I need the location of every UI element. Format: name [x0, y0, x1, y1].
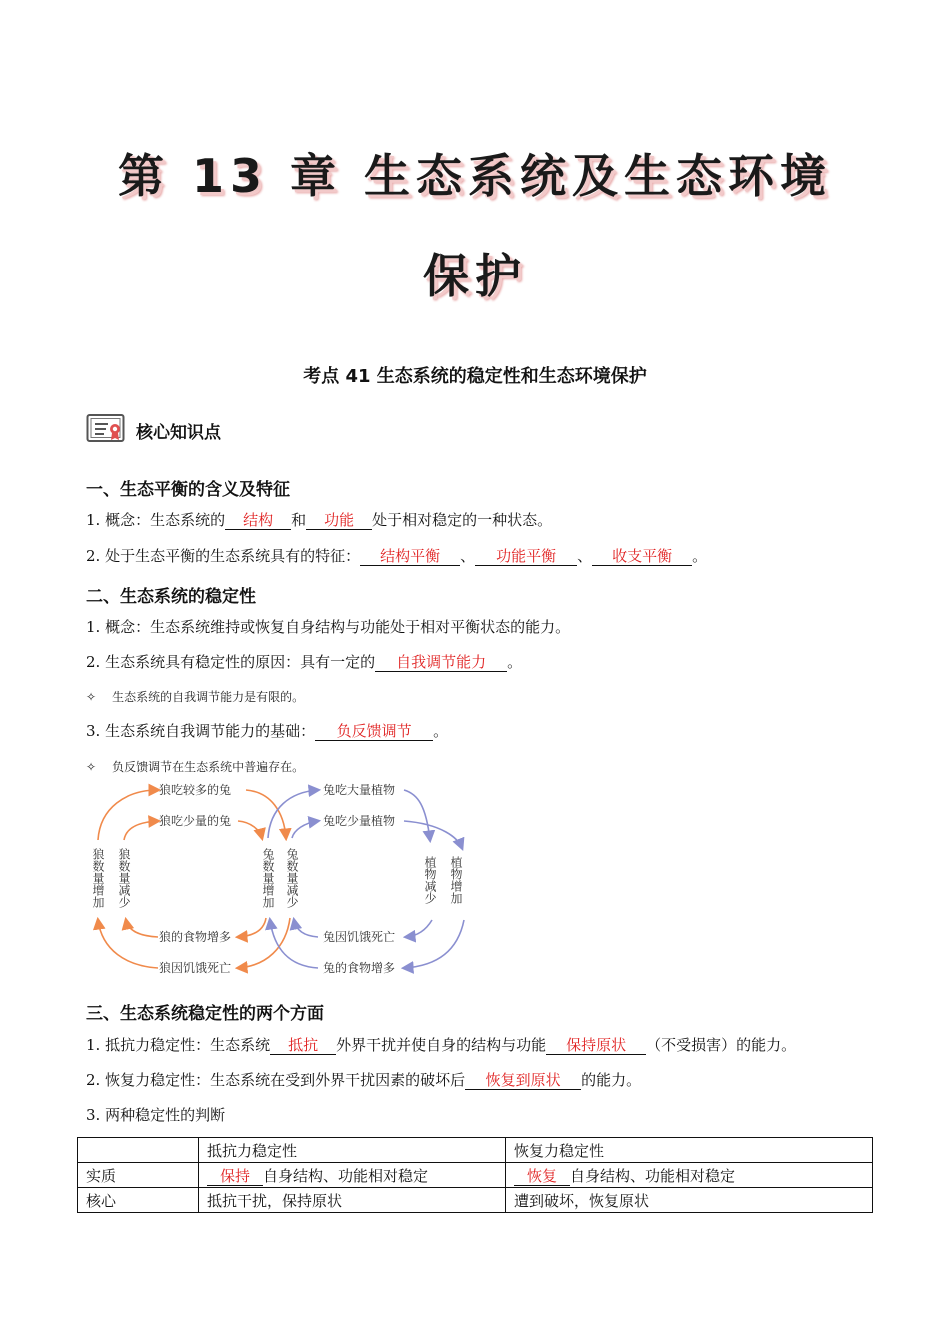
part3-line1: [86, 1034, 796, 1055]
table-cell: [506, 1163, 873, 1188]
table-cell: [199, 1163, 506, 1188]
answer-blank: 自我调节能力: [375, 653, 507, 672]
chapter-title-line2: 保护: [423, 249, 527, 303]
answer-blank: 恢复到原状: [465, 1071, 581, 1090]
diagram-label: 狼因饥饿死亡: [159, 961, 232, 975]
part2-note2: [86, 758, 304, 775]
part3-line3: 3. 两种稳定性的判断: [86, 1106, 226, 1124]
diagram-label: 植物减少: [423, 856, 437, 904]
table-row: [78, 1188, 873, 1213]
text: 。: [433, 722, 449, 740]
text: 。: [692, 547, 708, 565]
text: 2. 处于生态平衡的生态系统具有的特征：: [86, 547, 361, 565]
diagram-label: 狼吃少量的兔: [159, 814, 232, 828]
answer-blank: 功能: [306, 511, 372, 530]
text: （不受损害）的能力。: [646, 1036, 797, 1054]
text: 和: [291, 511, 307, 529]
diagram-label: 兔的食物增多: [323, 961, 396, 975]
section-title: 考点 41 生态系统的稳定性和生态环境保护: [303, 366, 647, 387]
diagram-label: 兔数量增加: [261, 848, 275, 908]
text: 、: [577, 547, 593, 565]
diagram-label: 植物增加: [449, 856, 463, 904]
text: 、: [460, 547, 476, 565]
text: 的能力。: [581, 1071, 642, 1089]
table-header-row: [78, 1138, 873, 1163]
part2-heading: 二、生态系统的稳定性: [86, 587, 256, 607]
diagram-label: 狼数量减少: [117, 848, 131, 908]
text: 。: [507, 653, 523, 671]
answer-blank: 负反馈调节: [315, 722, 433, 741]
negative-feedback-diagram: [86, 778, 486, 983]
text: 自身结构、功能相对稳定: [263, 1166, 429, 1185]
note-text: 负反馈调节在生态系统中普遍存在。: [112, 760, 305, 774]
answer-blank: 结构: [225, 511, 291, 530]
text: 2. 生态系统具有稳定性的原因：具有一定的: [86, 653, 376, 671]
answer-blank: 功能平衡: [475, 547, 577, 566]
text: 1. 概念：生态系统的: [86, 511, 226, 529]
table-header-cell: 抵抗力稳定性: [199, 1138, 506, 1163]
text: 2. 恢复力稳定性：生态系统在受到外界干扰因素的破坏后: [86, 1071, 466, 1089]
answer-blank: 保持原状: [546, 1036, 646, 1055]
text: 自身结构、功能相对稳定: [570, 1166, 736, 1185]
answer-blank: 保持: [207, 1167, 263, 1186]
part2-line2: [86, 651, 522, 672]
diagram-label: 兔数量减少: [285, 848, 299, 908]
note-text: 生态系统的自我调节能力是有限的。: [112, 690, 305, 704]
text: 3. 生态系统自我调节能力的基础：: [86, 722, 316, 740]
diagram-label: 兔吃少量植物: [323, 814, 396, 828]
table-cell: 抵抗干扰，保持原状: [199, 1188, 506, 1213]
answer-blank: 收支平衡: [592, 547, 692, 566]
table-row-label: 实质: [78, 1163, 199, 1188]
diagram-label: 兔吃大量植物: [323, 783, 396, 797]
core-knowledge-header: [86, 410, 221, 450]
core-knowledge-label: 核心知识点: [136, 422, 221, 443]
stability-comparison-table: [77, 1137, 873, 1213]
part1-line2: [86, 545, 707, 566]
diamond-bullet-icon: ✧: [86, 760, 97, 774]
part2-line3: [86, 720, 448, 741]
diagram-label: 狼吃较多的兔: [159, 783, 232, 797]
certificate-icon: [86, 412, 126, 448]
part1-line1: [86, 509, 552, 530]
diamond-bullet-icon: ✧: [86, 690, 97, 704]
chapter-title-line1: 第 13 章 生态系统及生态环境: [117, 149, 833, 203]
diagram-label: 狼数量增加: [91, 848, 105, 908]
diagram-label: 兔因饥饿死亡: [323, 930, 396, 944]
part3-line2: [86, 1069, 641, 1090]
diagram-label: 狼的食物增多: [159, 930, 232, 944]
answer-blank: 结构平衡: [360, 547, 460, 566]
part2-note1: [86, 688, 304, 705]
part1-heading: 一、生态平衡的含义及特征: [86, 480, 290, 500]
answer-blank: 恢复: [514, 1167, 570, 1186]
table-row-label: 核心: [78, 1188, 199, 1213]
text: 1. 抵抗力稳定性：生态系统: [86, 1036, 271, 1054]
table-header-cell: [78, 1138, 199, 1163]
part2-line1: 1. 概念：生态系统维持或恢复自身结构与功能处于相对平衡状态的能力。: [86, 618, 571, 636]
table-cell: 遭到破坏，恢复原状: [506, 1188, 873, 1213]
part3-heading: 三、生态系统稳定性的两个方面: [86, 1004, 324, 1024]
table-row: [78, 1163, 873, 1188]
answer-blank: 抵抗: [270, 1036, 336, 1055]
text: 处于相对稳定的一种状态。: [372, 511, 553, 529]
text: 外界干扰并使自身的结构与功能: [336, 1036, 547, 1054]
table-header-cell: 恢复力稳定性: [506, 1138, 873, 1163]
